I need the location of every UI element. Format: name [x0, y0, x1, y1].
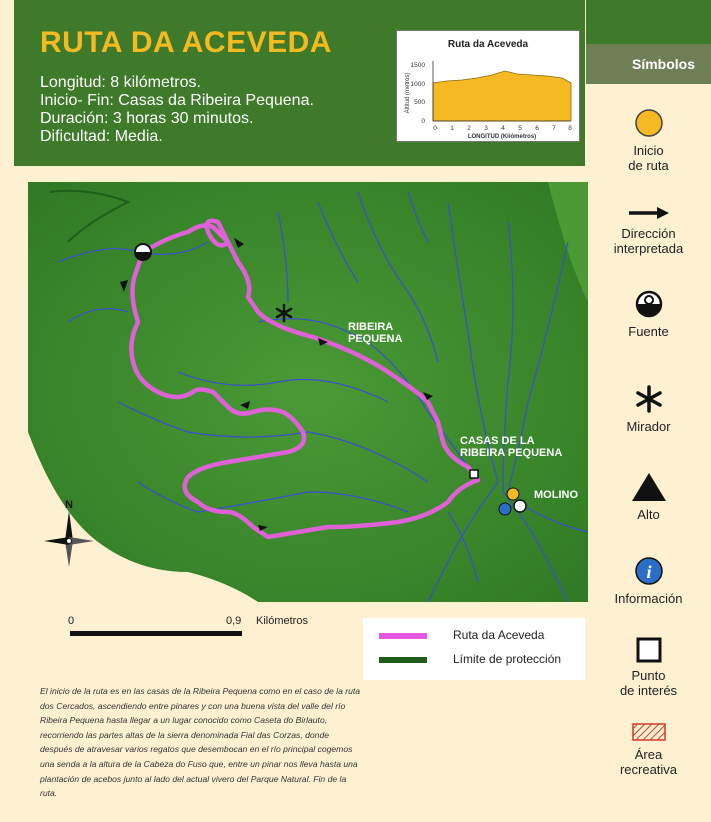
- terrain-background: [28, 182, 588, 602]
- info-difficulty: Dificultad: Media.: [40, 128, 163, 145]
- square-icon: [636, 637, 662, 663]
- arrow-right-icon: [627, 205, 671, 221]
- route-legend: [363, 618, 585, 680]
- compass-north-label: N: [65, 499, 73, 511]
- profile-xtick: 2: [467, 125, 471, 132]
- symbols-sidebar: [586, 0, 711, 822]
- legend-direction: [586, 205, 711, 256]
- profile-ytick: 0: [421, 118, 425, 125]
- legend-label: Inicio: [633, 143, 664, 158]
- legend-fountain: [586, 289, 711, 339]
- legend-label: recreativa: [619, 762, 678, 777]
- scale-start: 0: [68, 615, 75, 627]
- profile-ytick: 1000: [410, 81, 425, 88]
- label-molino: MOLINO: [534, 489, 578, 501]
- profile-xtick: 0: [433, 125, 437, 132]
- start-circle-icon: [634, 108, 664, 138]
- mill-marker: [514, 500, 526, 512]
- start-marker: [507, 488, 519, 500]
- profile-ytick: 500: [414, 99, 425, 106]
- route-map: [28, 182, 588, 602]
- legend-label: Información: [614, 591, 683, 606]
- scale-line: [70, 631, 242, 636]
- route-swatch: [379, 633, 427, 639]
- boundary-legend-label: Límite de protección: [453, 652, 562, 666]
- header-panel: [14, 0, 585, 166]
- triangle-icon: [631, 472, 667, 502]
- route-description: El inicio de la ruta es en las casas de la Ribeira Pequena como en el caso de la ruta dos Cercados, ascendiendo entre pinares y con una buena vista del valle del río Ribeira Pequena hasta llegar a un lugar conocido como Caseta do Birlauto, recorriendo las partes altas de la sierra denominada Fial das Corzas, donde después de atravesar varios regatos que desembocan en el río principal cogemos una senda a la altura de la Cabeza do Fuso que, entre un pinar nos lleva hasta una plantación de acebos junto al lado del actual vivero del Parque Natural. Fin de la ruta.: [40, 686, 361, 799]
- svg-text:i: i: [645, 562, 652, 582]
- scale-unit: Kilómetros: [256, 615, 308, 627]
- label-ribeira: RIBEIRA: [348, 321, 394, 333]
- legend-viewpoint: [586, 384, 711, 434]
- legend-label: Fuente: [628, 324, 669, 339]
- route-info: [40, 74, 314, 146]
- info-duration: Duración: 3 horas 30 minutos.: [40, 110, 254, 127]
- legend-label: Dirección: [621, 226, 676, 241]
- legend-point-of-interest: [586, 637, 711, 698]
- poi-marker: [470, 470, 478, 478]
- hatched-box-icon: [632, 722, 666, 742]
- boundary-swatch: [379, 657, 427, 663]
- legend-label: interpretada: [613, 241, 684, 256]
- profile-xtick: 1: [450, 125, 454, 132]
- route-title: RUTA DA ACEVEDA: [40, 26, 332, 59]
- legend-recreation-area: [586, 722, 711, 777]
- profile-xtick: 4: [501, 125, 505, 132]
- profile-xtick: 5: [518, 125, 522, 132]
- info-marker: [499, 503, 511, 515]
- legend-label: de ruta: [628, 158, 669, 173]
- legend-label: Área: [634, 747, 663, 762]
- legend-label: Alto: [637, 507, 660, 522]
- label-casas: CASAS DE LA: [460, 435, 535, 447]
- fountain-marker: [135, 244, 151, 260]
- route-legend-label: Ruta da Aceveda: [453, 628, 545, 642]
- scale-end: 0,9: [226, 615, 242, 627]
- legend-label: de interés: [619, 683, 678, 698]
- fountain-icon: [634, 289, 664, 319]
- info-start-end: Inicio- Fin: Casas da Ribeira Pequena.: [40, 92, 314, 109]
- legend-start: [586, 108, 711, 173]
- profile-chart: [397, 31, 579, 141]
- asterisk-icon: [634, 384, 664, 414]
- profile-xtick: 6: [535, 125, 539, 132]
- profile-xtick: 7: [552, 125, 556, 132]
- profile-xlabel: LONGITUD (Kilómetros): [467, 134, 537, 140]
- label-pequena: PEQUENA: [348, 333, 403, 345]
- profile-xtick: 3: [484, 125, 488, 132]
- legend-peak: [586, 472, 711, 522]
- elevation-profile: [396, 30, 580, 142]
- profile-title: Ruta da Aceveda: [447, 39, 529, 50]
- legend-label: Punto: [631, 668, 666, 683]
- profile-area: [433, 71, 571, 121]
- legend-info: [586, 556, 711, 606]
- sidebar-heading: Símbolos: [586, 44, 711, 84]
- profile-ytick: 1500: [410, 62, 425, 69]
- profile-ylabel: Altitud (metros): [405, 72, 411, 114]
- info-length: Longitud: 8 kilómetros.: [40, 74, 201, 91]
- profile-xtick: 8: [568, 125, 572, 132]
- label-casas-2: RIBEIRA PEQUENA: [460, 447, 563, 459]
- info-icon: [634, 556, 664, 586]
- sidebar-top-band: [586, 0, 711, 44]
- scale-bar: [68, 612, 348, 642]
- legend-label: Mirador: [626, 419, 671, 434]
- compass-rose: [42, 497, 96, 569]
